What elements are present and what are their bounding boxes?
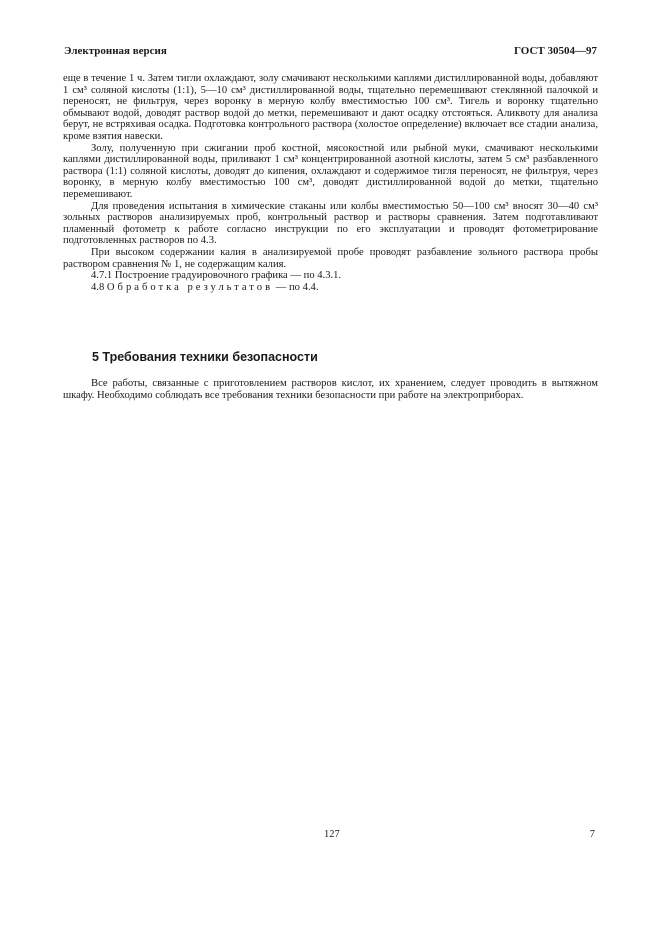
section-5-body [63, 378, 598, 401]
item-4-7-1: 4.7.1 Построение градуировочного графика — по 4.3.1. [91, 270, 342, 282]
paragraph-ash-dissolution: еще в течение 1 ч. Затем тигли охлаждают, золу смачивают несколькими каплями дистиллированной воды, добавляют 1 см³ соляной кислоты (1:1), 5—10 см³ дистиллированной воды, тщательно перемешивают стеклянной палочкой и переносят, не фильтруя, через воронку в мерную колбу вместимостью 100 см³. Тигель и воронку тщательно обмывают водой, доводят раствор водой до метки, перемешивают и дают осадку отстояться. Аликвоту для анализа берут, не встряхивая осадка. Подготовка контрольного раствора (холостое определение) включает все стадии анализа, кроме взятия навески. [63, 73, 598, 142]
body-text [63, 73, 598, 293]
item-4-8 [63, 282, 598, 294]
paragraph-bone-meal-ash: Золу, полученную при сжигании проб костной, мясокостной или рыбной муки, смачивают несколькими каплями дистиллированной воды, приливают 1 см³ концентрированной азотной кислоты, затем 5 см³ разбавленного раствора (1:1) соляной кислоты, доводят до кипения, охлаждают и содержимое тигля переносят, не фильтруя, через воронку, в мерную колбу вместимостью 100 см³, доводят дистиллированной водой до метки, тщательно перемешивают. [63, 142, 598, 200]
item-4-8-number: 4.8 [91, 281, 105, 293]
paragraph-high-potassium: При высоком содержании калия в анализируемой пробе проводят разбавление зольного раствора пробы раствором сравнения № 1, не содержащим калия. [63, 246, 598, 270]
header-electronic-version: Электронная версия [64, 45, 167, 57]
header-standard-number: ГОСТ 30504—97 [514, 45, 597, 57]
section-5-text: Все работы, связанные с приготовлением растворов кислот, их хранением, следует проводить в вытяжном шкафу. Необходимо соблюдать все требования техники безопасности при работе на электроприборах. [63, 378, 598, 401]
section-5-title: 5 Требования техники безопасности [92, 350, 318, 364]
page-number-center: 127 [324, 829, 340, 840]
item-4-8-title: Обработка результатов [106, 281, 274, 293]
item-4-8-reference: — по 4.4. [273, 281, 319, 293]
page-number-right: 7 [589, 829, 595, 840]
paragraph-test-procedure: Для проведения испытания в химические стаканы или колбы вместимостью 50—100 см³ вносят 30—40 см³ зольных растворов анализируемых проб, контрольный раствор и растворы сравнения. Затем подготавливают пламенный фотометр к работе согласно инструкции по его эксплуатации и проводят фотометрирование подготовленных растворов по 4.3. [63, 200, 598, 247]
